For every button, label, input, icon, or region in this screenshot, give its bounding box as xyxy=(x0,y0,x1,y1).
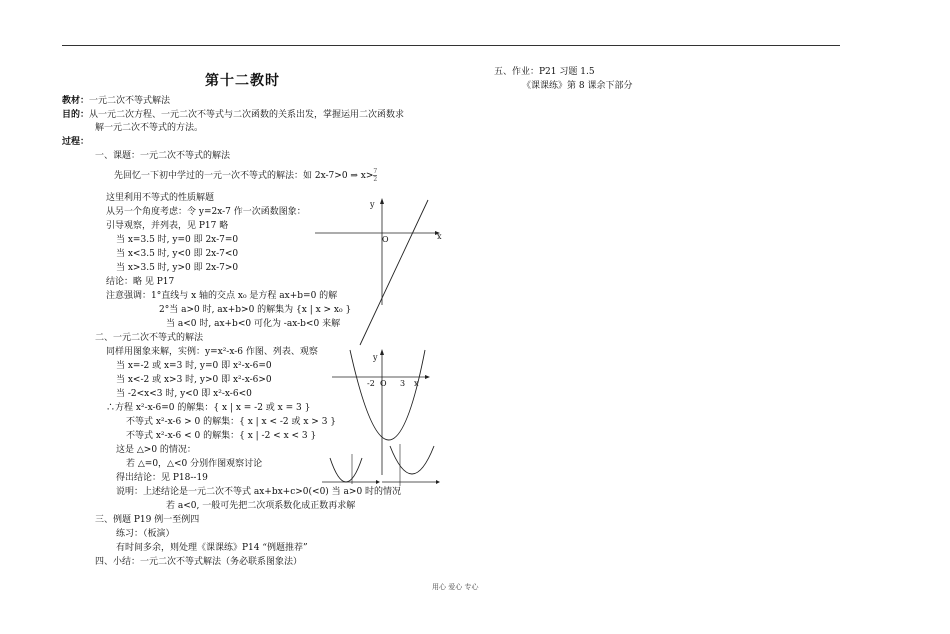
section3-heading: 三、例题 P19 例一至例四 xyxy=(95,515,200,525)
s1-line-5: 当 x<3.5 时, y<0 即 2x-7<0 xyxy=(116,249,239,259)
graph1-origin-label: O xyxy=(382,235,389,244)
s2-line-11: 说明：上述结论是一元二次不等式 ax+bx+c>0(<0) 当 a>0 时的情况 xyxy=(116,487,402,497)
s2-line-5: ∴方程 x²-x-6=0 的解集：{ x | x = -2 或 x = 3 } xyxy=(106,403,311,413)
s2-line-3: 当 x<-2 或 x>3 时, y>0 即 x²-x-6>0 xyxy=(116,375,272,385)
section5-heading: 五、作业：P21 习题 1.5 xyxy=(494,67,595,77)
s1-line-9: 2°当 a>0 时, ax+b>0 的解集为 {x | x > x₀ } xyxy=(159,305,352,315)
s2-line-6: 不等式 x²-x-6 > 0 的解集：{ x | x < -2 或 x > 3 } xyxy=(126,417,337,427)
s2-line-2: 当 x=-2 或 x=3 时, y=0 即 x²-x-6=0 xyxy=(116,361,272,371)
delta-neg-curve xyxy=(390,446,434,474)
s3-line-2: 有时间多余，则处理《课课练》P14 “例题推荐” xyxy=(116,543,308,553)
jiaocai-label: 教材： xyxy=(62,96,90,106)
graph2-y-arrow xyxy=(380,349,384,355)
jiaocai-line xyxy=(62,95,170,107)
s1-line-7: 结论：略 见 P17 xyxy=(106,277,175,287)
graph1-x-label: x xyxy=(437,232,442,241)
frac-num: 7 xyxy=(373,168,378,175)
fraction-seven-halves xyxy=(373,168,377,183)
graph2-parabola xyxy=(350,350,425,440)
graph2-y-label: y xyxy=(373,353,378,362)
graph2-x-label: x xyxy=(414,379,419,388)
page-title: 第十二教时 xyxy=(205,73,280,89)
mudi-text-2: 解一元二次不等式的方法。 xyxy=(95,123,204,133)
graph2-x-arrow xyxy=(425,375,430,379)
graph2-root-right: 3 xyxy=(400,379,406,388)
s2-line-7: 不等式 x²-x-6 < 0 的解集：{ x | -2 < x < 3 } xyxy=(126,431,317,441)
section1-heading: 一、课题：一元二次不等式的解法 xyxy=(95,151,231,161)
graph2-origin-label: O xyxy=(380,379,387,388)
linear-graph xyxy=(310,195,450,355)
delta-zero-x-arrow xyxy=(376,480,380,484)
s1-line-10: 当 a<0 时, ax+b<0 可化为 -ax-b<0 来解 xyxy=(166,319,341,329)
s5-line-1: 《课课练》第 8 课余下部分 xyxy=(522,81,633,91)
jiaocai-text: 一元二次不等式解法 xyxy=(89,96,171,106)
s1-line-4: 当 x=3.5 时, y=0 即 2x-7=0 xyxy=(116,235,239,245)
delta-zero-curve xyxy=(330,458,362,482)
s2-line-4: 当 -2<x<3 时, y<0 即 x²-x-6<0 xyxy=(116,389,252,399)
recall-text: 先回忆一下初中学过的一元一次不等式的解法：如 2x-7>0 ⇒ x> xyxy=(114,171,374,181)
top-rule xyxy=(62,45,840,46)
s2-line-10: 得出结论：见 P18--19 xyxy=(116,473,208,483)
s1-line-2: 从另一个角度考虑：令 y=2x-7 作一次函数图象： xyxy=(106,207,306,217)
graph1-y-label: y xyxy=(370,200,375,209)
recall-line xyxy=(114,168,377,183)
s1-line-8: 注意强调：1°直线与 x 轴的交点 x₀ 是方程 ax+b=0 的解 xyxy=(106,291,338,301)
graph1-line-y-2x-7 xyxy=(360,200,428,345)
s3-line-1: 练习：（板演） xyxy=(116,529,175,539)
section4-heading: 四、小结：一元二次不等式解法（务必联系图象法） xyxy=(95,557,303,567)
parabola-delta-negative xyxy=(382,442,444,488)
s2-line-8: 这是 △>0 的情况： xyxy=(116,445,196,455)
parabola-delta-zero xyxy=(322,450,382,486)
guocheng-label: 过程： xyxy=(62,137,90,147)
mudi-line xyxy=(62,109,404,121)
graph1-y-arrow xyxy=(380,198,384,204)
s1-line-1: 这里利用不等式的性质解题 xyxy=(106,193,215,203)
page-footer: 用心 爱心 专心 xyxy=(432,583,479,591)
s1-line-6: 当 x>3.5 时, y>0 即 2x-7>0 xyxy=(116,263,239,273)
mudi-text-1: 从一元二次方程、一元二次不等式与二次函数的关系出发，掌握运用二次函数求 xyxy=(89,110,405,120)
s2-line-12: 若 a<0, 一般可先把二次项系数化成正数再求解 xyxy=(166,501,356,511)
s2-line-1: 同样用图象来解，实例：y=x²-x-6 作图、列表、观察 xyxy=(106,347,318,357)
s1-line-3: 引导观察，并列表，见 P17 略 xyxy=(106,221,229,231)
section2-heading: 二、一元二次不等式的解法 xyxy=(95,333,204,343)
mudi-label: 目的： xyxy=(62,110,90,120)
graph2-root-left: -2 xyxy=(367,379,375,388)
frac-den: 2 xyxy=(373,176,378,183)
delta-neg-x-arrow xyxy=(436,480,440,484)
s2-line-9: 若 △=0，△<0 分别作图观察讨论 xyxy=(126,459,263,469)
